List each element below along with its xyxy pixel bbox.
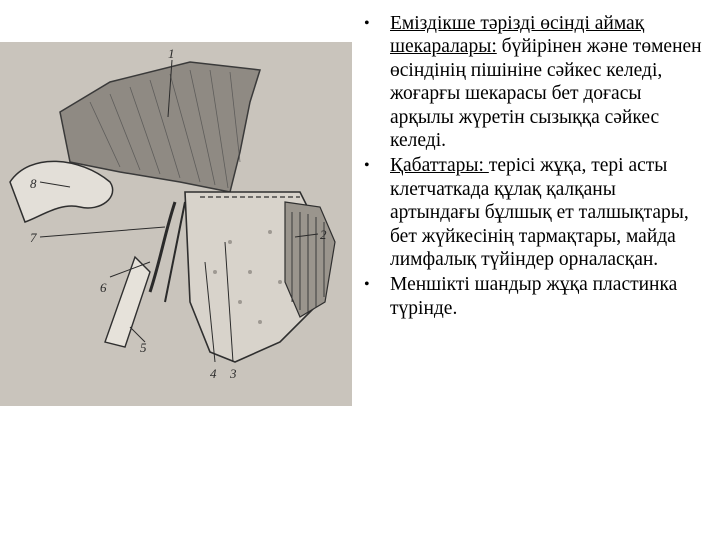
label-7: 7 — [30, 230, 37, 245]
label-6: 6 — [100, 280, 107, 295]
bullet-list — [364, 12, 709, 320]
bullet-item-layers — [364, 154, 709, 271]
bullet-dot: • — [364, 276, 370, 294]
bullet-heading: Қабаттары: — [390, 155, 489, 177]
label-5: 5 — [140, 340, 147, 355]
label-2: 2 — [320, 227, 327, 242]
label-3: 3 — [230, 366, 237, 381]
bullet-text: Меншікті шандыр жұқа пластинка түрінде. — [390, 274, 678, 319]
bullet-dot: • — [364, 157, 370, 175]
label-1: 1 — [168, 46, 175, 61]
bullet-item-fascia — [364, 273, 709, 320]
text-column — [364, 12, 709, 322]
label-8: 8 — [30, 176, 37, 191]
mastoid-region-drawing — [0, 42, 352, 406]
bullet-item-boundaries — [364, 12, 709, 152]
bullet-heading: Еміздікше тәрізді өсінді аймақ шекаралары: — [390, 13, 645, 58]
label-4: 4 — [210, 366, 217, 381]
anatomical-illustration — [0, 42, 352, 406]
bullet-dot: • — [364, 15, 370, 32]
bullet-text: бүйірінен және төменен өсіндінің пішініне сәйкес келеді, жоғарғы шекарасы бет доғасы арқылы жүретін сызыққа сәйкес келеді. — [390, 36, 702, 152]
bullet-text: терісі жұқа, тері асты клетчаткада құлақ қалқаны артындағы бұлшық ет талшықтары, бет жүйкесінің тармақтары, майда лимфалық түйіндер орналасқан. — [390, 155, 689, 271]
